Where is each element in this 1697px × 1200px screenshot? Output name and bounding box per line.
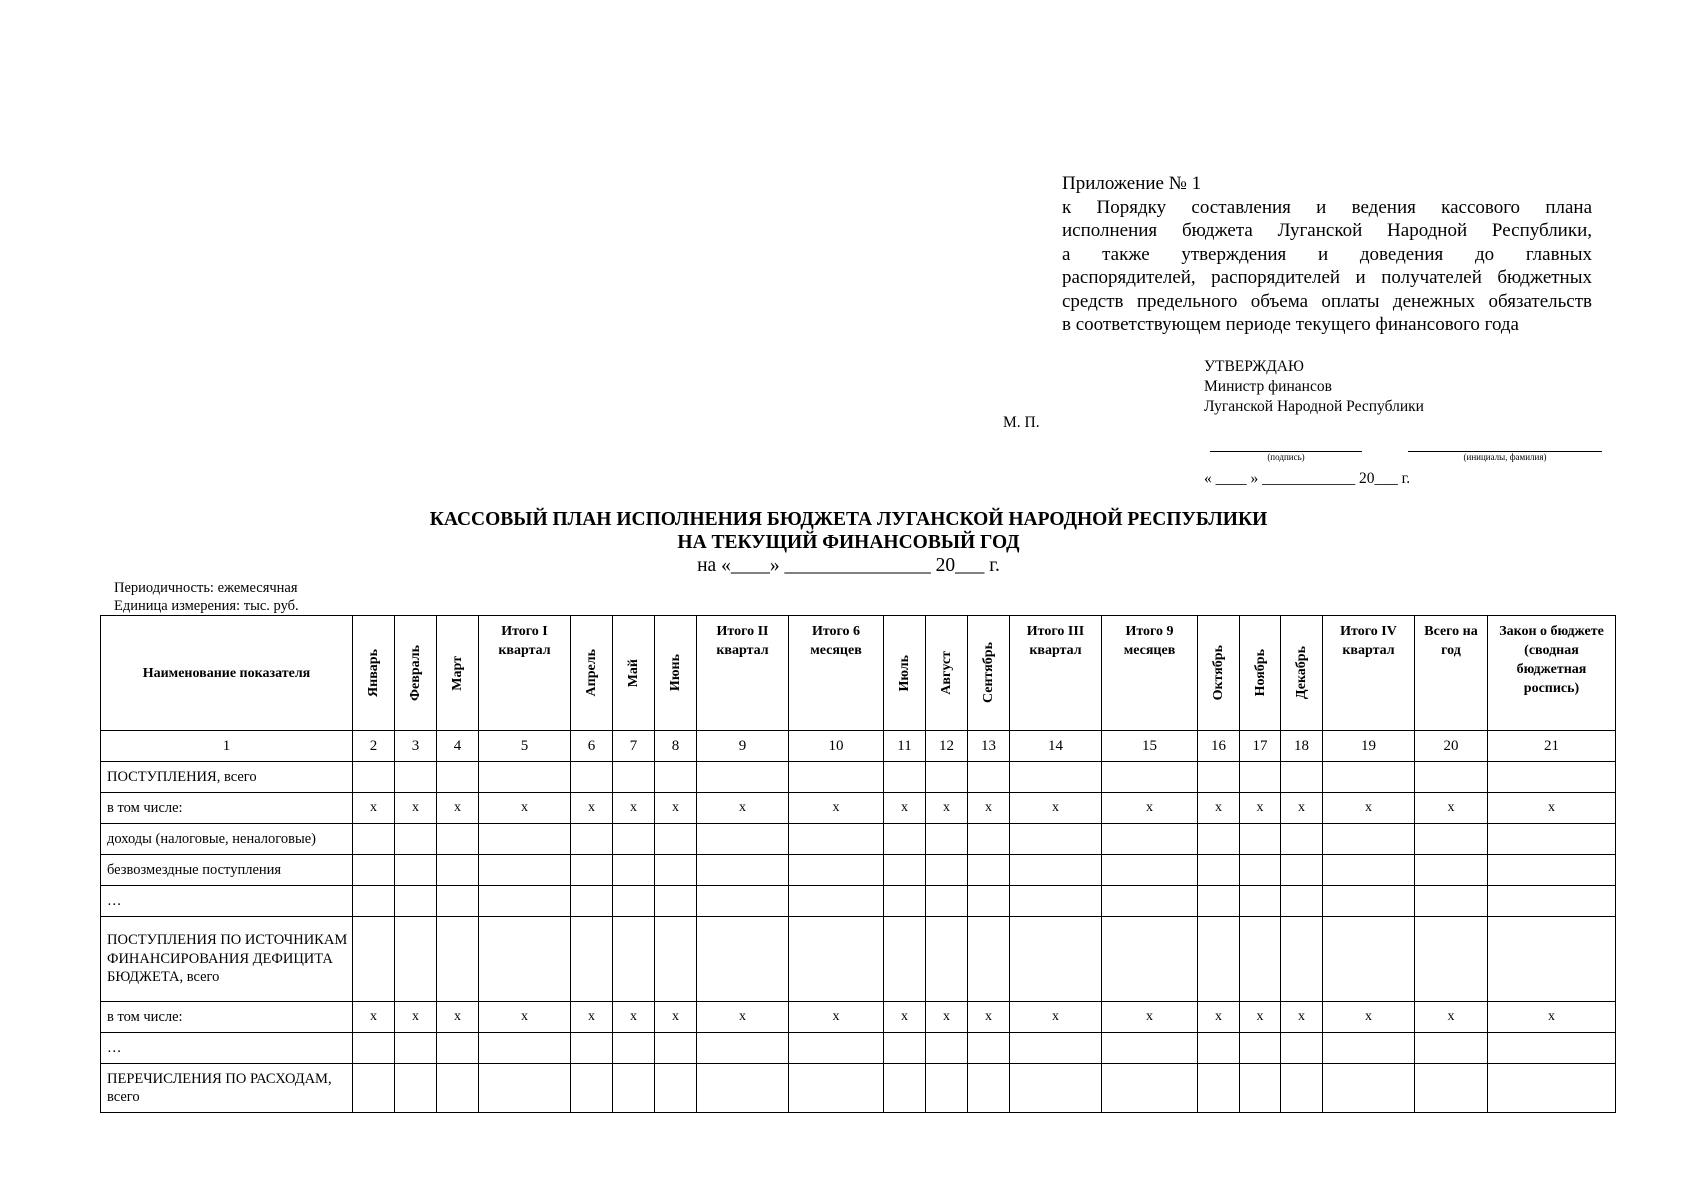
table-cell	[353, 855, 395, 886]
column-number: 8	[655, 731, 697, 762]
table-cell: x	[1488, 793, 1616, 824]
table-cell	[1415, 917, 1488, 1002]
table-cell	[968, 1064, 1010, 1113]
periodicity-label: Периодичность: ежемесячная	[114, 580, 298, 596]
table-cell	[479, 886, 571, 917]
header-q1: Итого I квартал	[479, 616, 571, 731]
row-label: в том числе:	[101, 793, 353, 824]
table-cell	[789, 886, 884, 917]
table-cell	[697, 917, 789, 1002]
table-cell	[926, 1033, 968, 1064]
table-cell	[884, 886, 926, 917]
table-cell	[1010, 1033, 1102, 1064]
table-cell	[1240, 886, 1281, 917]
table-cell	[479, 855, 571, 886]
approval-position: Министр финансов	[1204, 378, 1332, 395]
header-feb	[395, 616, 437, 731]
table-cell	[1281, 855, 1323, 886]
table-cell	[1010, 1064, 1102, 1113]
table-cell: x	[1102, 793, 1198, 824]
table-cell	[884, 824, 926, 855]
header-year-total: Всего на год	[1415, 616, 1488, 731]
table-cell	[1488, 824, 1616, 855]
document-title-line1: КАССОВЫЙ ПЛАН ИСПОЛНЕНИЯ БЮДЖЕТА ЛУГАНСКОЙ НАРОДНОЙ РЕСПУБЛИКИ	[429, 509, 1268, 530]
table-cell	[1102, 824, 1198, 855]
header-budget-law: Закон о бюджете (сводная бюджетная роспись)	[1488, 616, 1616, 731]
table-cell	[613, 824, 655, 855]
table-cell: x	[789, 1002, 884, 1033]
table-cell	[1323, 917, 1415, 1002]
appendix-line: распорядителей, распорядителей и получателей бюджетных	[1062, 267, 1592, 288]
table-cell	[353, 1033, 395, 1064]
table-cell	[1102, 1064, 1198, 1113]
table-cell: x	[1102, 1002, 1198, 1033]
table-cell	[789, 1064, 884, 1113]
table-cell	[926, 762, 968, 793]
table-cell	[1415, 1064, 1488, 1113]
table-cell	[571, 824, 613, 855]
header-jun-label: Июнь	[668, 654, 683, 692]
initials-caption: (инициалы, фамилия)	[1463, 452, 1547, 462]
table-cell	[437, 917, 479, 1002]
table-row	[101, 855, 1616, 886]
header-nov-label: Ноябрь	[1252, 649, 1268, 697]
table-cell	[1488, 1064, 1616, 1113]
table-cell	[571, 886, 613, 917]
table-cell	[1281, 1064, 1323, 1113]
table-cell	[697, 824, 789, 855]
table-cell	[1488, 1033, 1616, 1064]
table-cell	[1323, 855, 1415, 886]
table-cell	[789, 1033, 884, 1064]
table-cell	[437, 762, 479, 793]
table-cell	[789, 824, 884, 855]
table-cell: x	[1240, 1002, 1281, 1033]
header-oct-label: Октябрь	[1211, 645, 1226, 701]
table-cell	[353, 1064, 395, 1113]
approval-heading: УТВЕРЖДАЮ	[1204, 358, 1304, 375]
table-row	[101, 1064, 1616, 1113]
table-cell	[437, 886, 479, 917]
column-number: 15	[1102, 731, 1198, 762]
table-cell: x	[1010, 1002, 1102, 1033]
table-cell: x	[926, 1002, 968, 1033]
column-number: 3	[395, 731, 437, 762]
table-cell	[437, 855, 479, 886]
table-cell	[395, 886, 437, 917]
header-row	[101, 616, 1616, 731]
table-cell	[1323, 762, 1415, 793]
table-cell	[926, 886, 968, 917]
signature-caption: (подпись)	[1267, 452, 1305, 462]
column-number: 1	[101, 731, 353, 762]
row-label: ПОСТУПЛЕНИЯ ПО ИСТОЧНИКАМ ФИНАНСИРОВАНИЯ ДЕФИЦИТА БЮДЖЕТА, всего	[101, 917, 353, 1002]
column-number: 6	[571, 731, 613, 762]
table-cell	[1488, 855, 1616, 886]
appendix-line: а также утверждения и доведения до главных	[1062, 243, 1592, 265]
table-cell: x	[655, 793, 697, 824]
header-name: Наименование показателя	[101, 616, 353, 731]
table-cell	[884, 762, 926, 793]
header-jul	[884, 616, 926, 731]
table-cell	[1323, 824, 1415, 855]
approval-date: « ____ » ____________ 20___ г.	[1204, 470, 1411, 487]
table-cell: x	[789, 793, 884, 824]
column-number: 5	[479, 731, 571, 762]
table-cell: x	[479, 793, 571, 824]
table-row	[101, 793, 1616, 824]
row-label: …	[101, 886, 353, 917]
column-number: 4	[437, 731, 479, 762]
table-cell: x	[571, 1002, 613, 1033]
column-number: 21	[1488, 731, 1616, 762]
table-cell	[571, 1033, 613, 1064]
table-cell: x	[571, 793, 613, 824]
column-number: 11	[884, 731, 926, 762]
column-number: 7	[613, 731, 655, 762]
column-number: 12	[926, 731, 968, 762]
table-cell	[884, 1033, 926, 1064]
table-cell	[479, 1064, 571, 1113]
row-label: доходы (налоговые, неналоговые)	[101, 824, 353, 855]
table-cell	[968, 1033, 1010, 1064]
approval-block	[1204, 357, 1424, 417]
table-cell	[395, 824, 437, 855]
table-cell	[1102, 855, 1198, 886]
table-cell	[655, 1033, 697, 1064]
column-number: 13	[968, 731, 1010, 762]
column-number: 20	[1415, 731, 1488, 762]
table-cell	[613, 1033, 655, 1064]
table-cell	[479, 917, 571, 1002]
header-jul-label: Июль	[897, 654, 912, 692]
table-cell	[697, 855, 789, 886]
table-cell	[655, 917, 697, 1002]
header-aug-label: Август	[939, 651, 954, 695]
table-cell	[353, 886, 395, 917]
table-cell	[479, 1033, 571, 1064]
table-cell	[1010, 855, 1102, 886]
table-cell	[1010, 917, 1102, 1002]
table-cell	[1198, 824, 1240, 855]
table-cell	[571, 855, 613, 886]
table-cell	[968, 917, 1010, 1002]
table-cell	[968, 824, 1010, 855]
table-cell	[926, 917, 968, 1002]
table-cell	[613, 917, 655, 1002]
unit-label: Единица измерения: тыс. руб.	[114, 598, 299, 614]
table-cell	[655, 886, 697, 917]
table-cell	[1415, 855, 1488, 886]
table-cell	[1281, 917, 1323, 1002]
table-cell	[395, 917, 437, 1002]
table-cell	[395, 855, 437, 886]
table-cell: x	[1281, 793, 1323, 824]
table-cell	[1010, 824, 1102, 855]
table-cell	[395, 1064, 437, 1113]
appendix-block	[1062, 172, 1592, 337]
table-cell	[613, 886, 655, 917]
table-cell	[655, 1064, 697, 1113]
table-cell	[1010, 886, 1102, 917]
table-cell: x	[968, 1002, 1010, 1033]
appendix-line: средств предельного объема оплаты денежных обязательств	[1062, 290, 1592, 312]
header-mar-label: Март	[450, 655, 465, 691]
header-may-label: Май	[626, 658, 641, 688]
table-cell	[1102, 886, 1198, 917]
table-cell	[479, 824, 571, 855]
table-cell: x	[697, 793, 789, 824]
row-label: безвозмездные поступления	[101, 855, 353, 886]
table-cell	[968, 762, 1010, 793]
table-cell	[1415, 1033, 1488, 1064]
table-cell	[437, 1064, 479, 1113]
table-cell: x	[1415, 793, 1488, 824]
header-6-months: Итого 6 месяцев	[789, 616, 884, 731]
header-sep-label: Сентябрь	[981, 642, 996, 704]
table-cell	[1198, 1064, 1240, 1113]
table-cell: x	[395, 793, 437, 824]
table-cell	[1281, 824, 1323, 855]
table-cell	[789, 917, 884, 1002]
row-label: ПЕРЕЧИСЛЕНИЯ ПО РАСХОДАМ, всего	[101, 1064, 353, 1113]
column-number: 2	[353, 731, 395, 762]
header-9-months: Итого 9 месяцев	[1102, 616, 1198, 731]
table-cell	[1102, 1033, 1198, 1064]
table-cell	[1240, 1033, 1281, 1064]
column-number: 19	[1323, 731, 1415, 762]
header-jan	[353, 616, 395, 731]
table-cell	[1488, 886, 1616, 917]
appendix-line: к Порядку составления и ведения кассового плана	[1062, 196, 1592, 218]
table-cell	[437, 1033, 479, 1064]
table-cell	[697, 886, 789, 917]
table-cell: x	[1323, 1002, 1415, 1033]
table-cell: x	[437, 1002, 479, 1033]
row-label: …	[101, 1033, 353, 1064]
table-cell	[1281, 762, 1323, 793]
table-cell: x	[613, 1002, 655, 1033]
table-cell	[926, 824, 968, 855]
header-feb-label: Февраль	[408, 645, 423, 701]
header-q3: Итого III квартал	[1010, 616, 1102, 731]
table-cell	[1323, 1033, 1415, 1064]
header-mar	[437, 616, 479, 731]
header-sep	[968, 616, 1010, 731]
table-cell	[395, 1033, 437, 1064]
table-cell	[479, 762, 571, 793]
table-cell	[1240, 855, 1281, 886]
table-cell	[613, 762, 655, 793]
table-cell	[1240, 1064, 1281, 1113]
table-cell	[571, 762, 613, 793]
table-cell	[1281, 886, 1323, 917]
table-cell	[571, 917, 613, 1002]
row-label: ПОСТУПЛЕНИЯ, всего	[101, 762, 353, 793]
table-cell: x	[1323, 793, 1415, 824]
table-cell: x	[353, 1002, 395, 1033]
header-q2: Итого II квартал	[697, 616, 789, 731]
header-jun	[655, 616, 697, 731]
table-cell	[1198, 886, 1240, 917]
column-number-row	[101, 731, 1616, 762]
table-cell	[613, 1064, 655, 1113]
table-cell	[1415, 886, 1488, 917]
table-cell: x	[479, 1002, 571, 1033]
table-cell	[1240, 762, 1281, 793]
table-cell	[926, 1064, 968, 1113]
column-number: 17	[1240, 731, 1281, 762]
table-cell	[1102, 917, 1198, 1002]
table-cell: x	[926, 793, 968, 824]
table-cell: x	[437, 793, 479, 824]
table-cell	[884, 917, 926, 1002]
table-cell	[1198, 917, 1240, 1002]
header-aug	[926, 616, 968, 731]
table-cell	[884, 855, 926, 886]
appendix-heading: Приложение № 1	[1062, 173, 1202, 194]
table-cell	[1198, 855, 1240, 886]
table-cell	[1102, 762, 1198, 793]
table-cell: x	[884, 1002, 926, 1033]
table-cell	[353, 824, 395, 855]
table-row	[101, 824, 1616, 855]
table-cell: x	[395, 1002, 437, 1033]
table-cell: x	[1010, 793, 1102, 824]
table-cell	[1323, 1064, 1415, 1113]
table-cell	[789, 762, 884, 793]
table-cell	[1281, 1033, 1323, 1064]
table-cell	[884, 1064, 926, 1113]
header-nov	[1240, 616, 1281, 731]
table-cell	[1488, 762, 1616, 793]
table-cell	[968, 886, 1010, 917]
table-cell	[1198, 762, 1240, 793]
appendix-line: исполнения бюджета Луганской Народной Республики,	[1062, 220, 1592, 241]
table-cell: x	[1198, 1002, 1240, 1033]
table-cell	[655, 824, 697, 855]
table-body	[101, 762, 1616, 1113]
column-number: 16	[1198, 731, 1240, 762]
table-cell	[697, 1033, 789, 1064]
table-cell	[1198, 1033, 1240, 1064]
table-cell: x	[884, 793, 926, 824]
table-cell	[1010, 762, 1102, 793]
table-cell	[926, 855, 968, 886]
table-cell	[1488, 917, 1616, 1002]
table-cell	[1415, 824, 1488, 855]
header-apr	[571, 616, 613, 731]
header-may	[613, 616, 655, 731]
table-cell	[1240, 824, 1281, 855]
table-cell	[789, 855, 884, 886]
table-row	[101, 1033, 1616, 1064]
column-number: 18	[1281, 731, 1323, 762]
table-cell	[353, 917, 395, 1002]
appendix-line: в соответствующем периоде текущего финансового года	[1062, 314, 1519, 335]
table-cell: x	[1415, 1002, 1488, 1033]
header-dec	[1281, 616, 1323, 731]
table-cell: x	[968, 793, 1010, 824]
table-cell	[697, 1064, 789, 1113]
document-title-line2: НА ТЕКУЩИЙ ФИНАНСОВЫЙ ГОД	[677, 532, 1020, 553]
table-row	[101, 886, 1616, 917]
row-label: в том числе:	[101, 1002, 353, 1033]
header-dec-label: Декабрь	[1294, 646, 1309, 700]
table-cell: x	[697, 1002, 789, 1033]
table-cell: x	[1240, 793, 1281, 824]
column-number: 9	[697, 731, 789, 762]
table-cell	[1240, 917, 1281, 1002]
table-cell: x	[353, 793, 395, 824]
table-row	[101, 917, 1616, 1002]
column-number: 14	[1010, 731, 1102, 762]
table-cell	[437, 824, 479, 855]
approval-organization: Луганской Народной Республики	[1204, 398, 1424, 415]
header-oct	[1198, 616, 1240, 731]
header-jan-label: Январь	[366, 649, 381, 697]
table-row	[101, 1002, 1616, 1033]
table-cell: x	[1281, 1002, 1323, 1033]
table-row	[101, 762, 1616, 793]
table-cell	[968, 855, 1010, 886]
table-cell	[1415, 762, 1488, 793]
appendix-text	[1062, 196, 1592, 337]
table-cell: x	[655, 1002, 697, 1033]
table-cell	[395, 762, 437, 793]
table-cell	[353, 762, 395, 793]
table-cell	[613, 855, 655, 886]
header-q4: Итого IV квартал	[1323, 616, 1415, 731]
header-apr-label: Апрель	[584, 649, 599, 697]
document-title-date: на «____» _______________ 20___ г.	[697, 555, 1000, 576]
table-cell	[1323, 886, 1415, 917]
column-number: 10	[789, 731, 884, 762]
table-cell	[655, 762, 697, 793]
table-cell	[571, 1064, 613, 1113]
stamp-place-label: М. П.	[1003, 414, 1040, 431]
table-cell	[655, 855, 697, 886]
table-cell: x	[1488, 1002, 1616, 1033]
table-cell: x	[1198, 793, 1240, 824]
table-cell	[697, 762, 789, 793]
cash-plan-table	[100, 615, 1616, 1113]
table-cell: x	[613, 793, 655, 824]
